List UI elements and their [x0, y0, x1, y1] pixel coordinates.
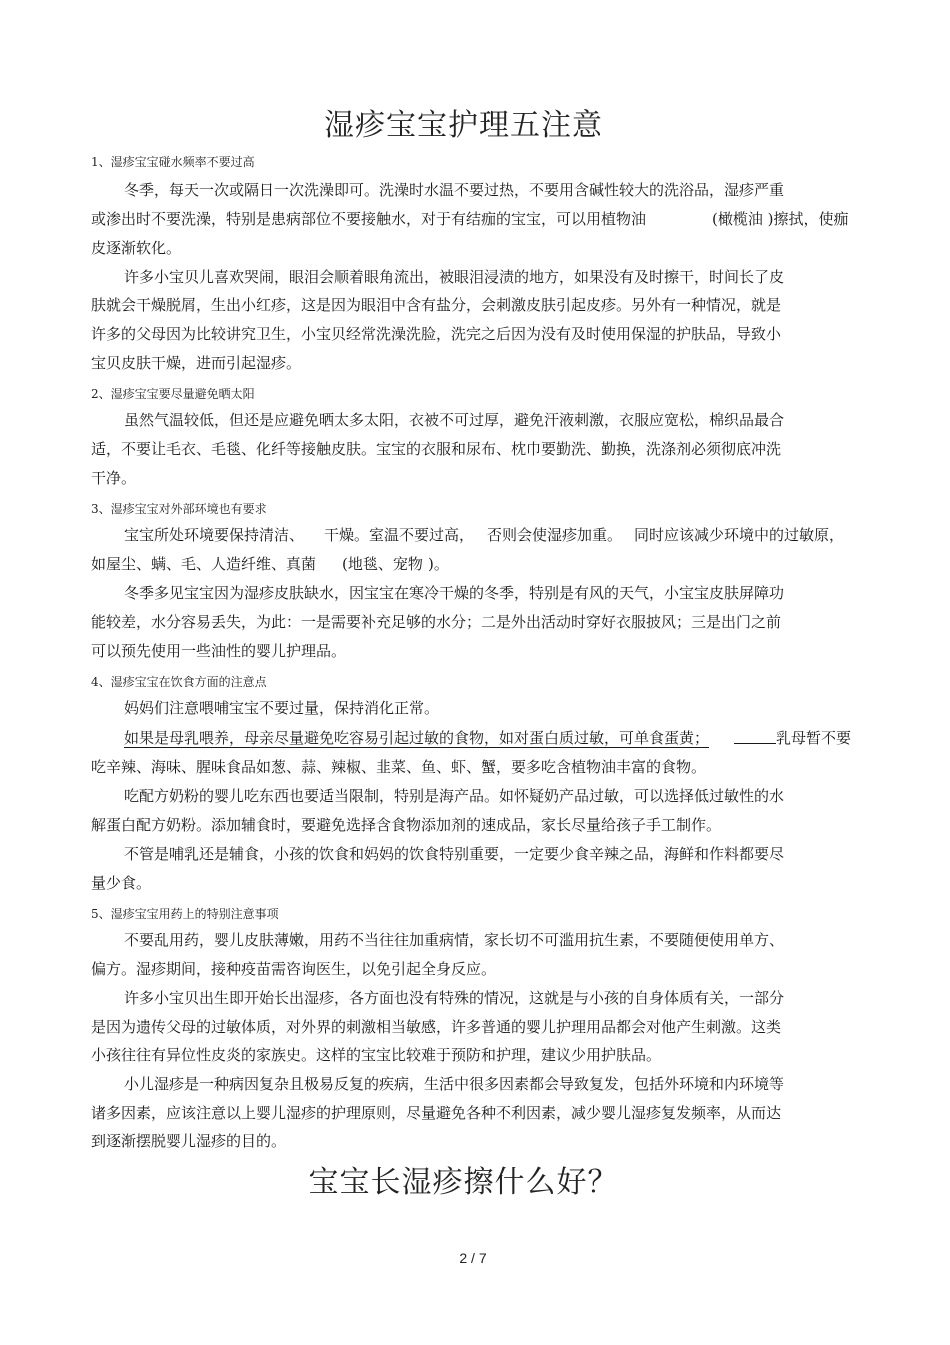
paragraph-line: 偏方。湿疹期间，接种疫苗需咨询医生，以免引起全身反应。: [91, 960, 497, 978]
paragraph-line: 冬季，每天一次或隔日一次洗澡即可。洗澡时水温不要过热，不要用含碱性较大的洗浴品，湿疹严重: [124, 181, 785, 199]
paragraph-line: 适，不要让毛衣、毛毯、化纤等接触皮肤。宝宝的衣服和尿布、枕巾要勤洗、勤换，洗涤剂必须彻底冲洗: [91, 440, 782, 458]
paragraph-line: 或渗出时不要洗澡，特别是患病部位不要接触水，对于有结痂的宝宝，可以用植物油: [91, 210, 647, 228]
paragraph-line: 小儿湿疹是一种病因复杂且极易反复的疾病，生活中很多因素都会导致复发，包括外环境和内环境等: [124, 1075, 785, 1093]
paragraph-line: 诸多因素，应该注意以上婴儿湿疹的护理原则，尽量避免各种不利因素，减少婴儿湿疹复发频率，从而达: [91, 1104, 782, 1122]
document-title: 湿疹宝宝护理五注意: [324, 108, 603, 143]
paragraph-line: 许多小宝贝出生即开始长出湿疹，各方面也没有特殊的情况，这就是与小孩的自身体质有关，一部分: [124, 989, 785, 1007]
underline-gap: [734, 731, 776, 744]
section-title: 宝宝长湿疹擦什么好？: [308, 1165, 619, 1200]
section-heading-3: 3、湿疹宝宝对外部环境也有要求: [91, 502, 267, 516]
section-heading-1: 1、湿疹宝宝碰水频率不要过高: [91, 155, 255, 169]
paragraph-line: 吃配方奶粉的婴儿吃东西也要适当限制，特别是海产品。如怀疑奶产品过敏，可以选择低过敏性的水: [124, 787, 785, 805]
paragraph-line: 解蛋白配方奶粉。添加辅食时，要避免选择含食物添加剂的速成品，家长尽量给孩子手工制作。: [91, 816, 722, 834]
paragraph-line: 是因为遗传父母的过敏体质，对外界的刺激相当敏感，许多普通的婴儿护理用品都会对他产生刺激。这类: [91, 1018, 782, 1036]
paragraph-line: 如屋尘、螨、毛、人造纤维、真菌: [91, 555, 317, 573]
paragraph-line: 不要乱用药，婴儿皮肤薄嫩，用药不当往往加重病情，家长切不可滥用抗生素，不要随便使用单方、: [124, 931, 785, 949]
paragraph-line: 皮逐渐软化。: [91, 239, 182, 257]
paragraph-line: (橄榄油 )擦拭，使痂: [712, 210, 849, 228]
paragraph-line: 宝宝所处环境要保持清洁、: [124, 526, 305, 544]
paragraph-line: 乳母暂不要: [776, 729, 852, 747]
paragraph-line: 许多小宝贝儿喜欢哭闹，眼泪会顺着眼角流出，被眼泪浸渍的地方，如果没有及时擦干，时间长了皮: [124, 268, 785, 286]
paragraph-line: 干燥。室温不要过高，: [324, 526, 475, 544]
paragraph-line: 能较差，水分容易丢失，为此：一是需要补充足够的水分；二是外出活动时穿好衣服披风；三是出门之前: [91, 613, 782, 631]
paragraph-line: 可以预先使用一些油性的婴儿护理品。: [91, 642, 347, 660]
paragraph-line: 量少食。: [91, 874, 152, 892]
paragraph-line: 小孩往往有异位性皮炎的家族史。这样的宝宝比较难于预防和护理，建议少用护肤品。: [91, 1046, 662, 1064]
paragraph-line: 妈妈们注意喂哺宝宝不要过量，保持消化正常。: [124, 699, 440, 717]
paragraph-line: 吃辛辣、海味、腥味食品如葱、蒜、辣椒、韭菜、鱼、虾、蟹，要多吃含植物油丰富的食物。: [91, 758, 707, 776]
paragraph-line: 许多的父母因为比较讲究卫生，小宝贝经常洗澡洗脸，洗完之后因为没有及时使用保湿的护肤品，导致小: [91, 325, 782, 343]
underlined-paragraph-line: 如果是母乳喂养，母亲尽量避免吃容易引起过敏的食物，如对蛋白质过敏，可单食蛋黄；: [124, 729, 710, 747]
section-heading-4: 4、湿疹宝宝在饮食方面的注意点: [91, 675, 267, 689]
paragraph-line: 到逐渐摆脱婴儿湿疹的目的。: [91, 1132, 287, 1150]
paragraph-line: 虽然气温较低，但还是应避免晒太多太阳，衣被不可过厚，避免汗液刺激，衣服应宽松，棉织品最合: [124, 411, 785, 429]
paragraph-line: 冬季多见宝宝因为湿疹皮肤缺水，因宝宝在寒冷干燥的冬季，特别是有风的天气，小宝宝皮肤屏障功: [124, 584, 785, 602]
page-number: 2 / 7: [459, 1250, 487, 1266]
section-heading-2: 2、湿疹宝宝要尽量避免晒太阳: [91, 387, 255, 401]
paragraph-line: (地毯、宠物: [342, 555, 423, 573]
paragraph-line: 干净。: [91, 469, 137, 487]
paragraph-line: )。: [428, 555, 449, 573]
paragraph-line: 否则会使湿疹加重。: [487, 526, 623, 544]
paragraph-line: 不管是哺乳还是辅食，小孩的饮食和妈妈的饮食特别重要，一定要少食辛辣之品，海鲜和作料都要尽: [124, 845, 785, 863]
section-heading-5: 5、湿疹宝宝用药上的特别注意事项: [91, 907, 279, 921]
paragraph-line: 宝贝皮肤干燥，进而引起湿疹。: [91, 354, 302, 372]
paragraph-line: 肤就会干燥脱屑，生出小红疹，这是因为眼泪中含有盐分，会刺激皮肤引起皮疹。另外有一种情况，就是: [91, 296, 782, 314]
paragraph-line: 同时应该减少环境中的过敏原，: [634, 526, 845, 544]
